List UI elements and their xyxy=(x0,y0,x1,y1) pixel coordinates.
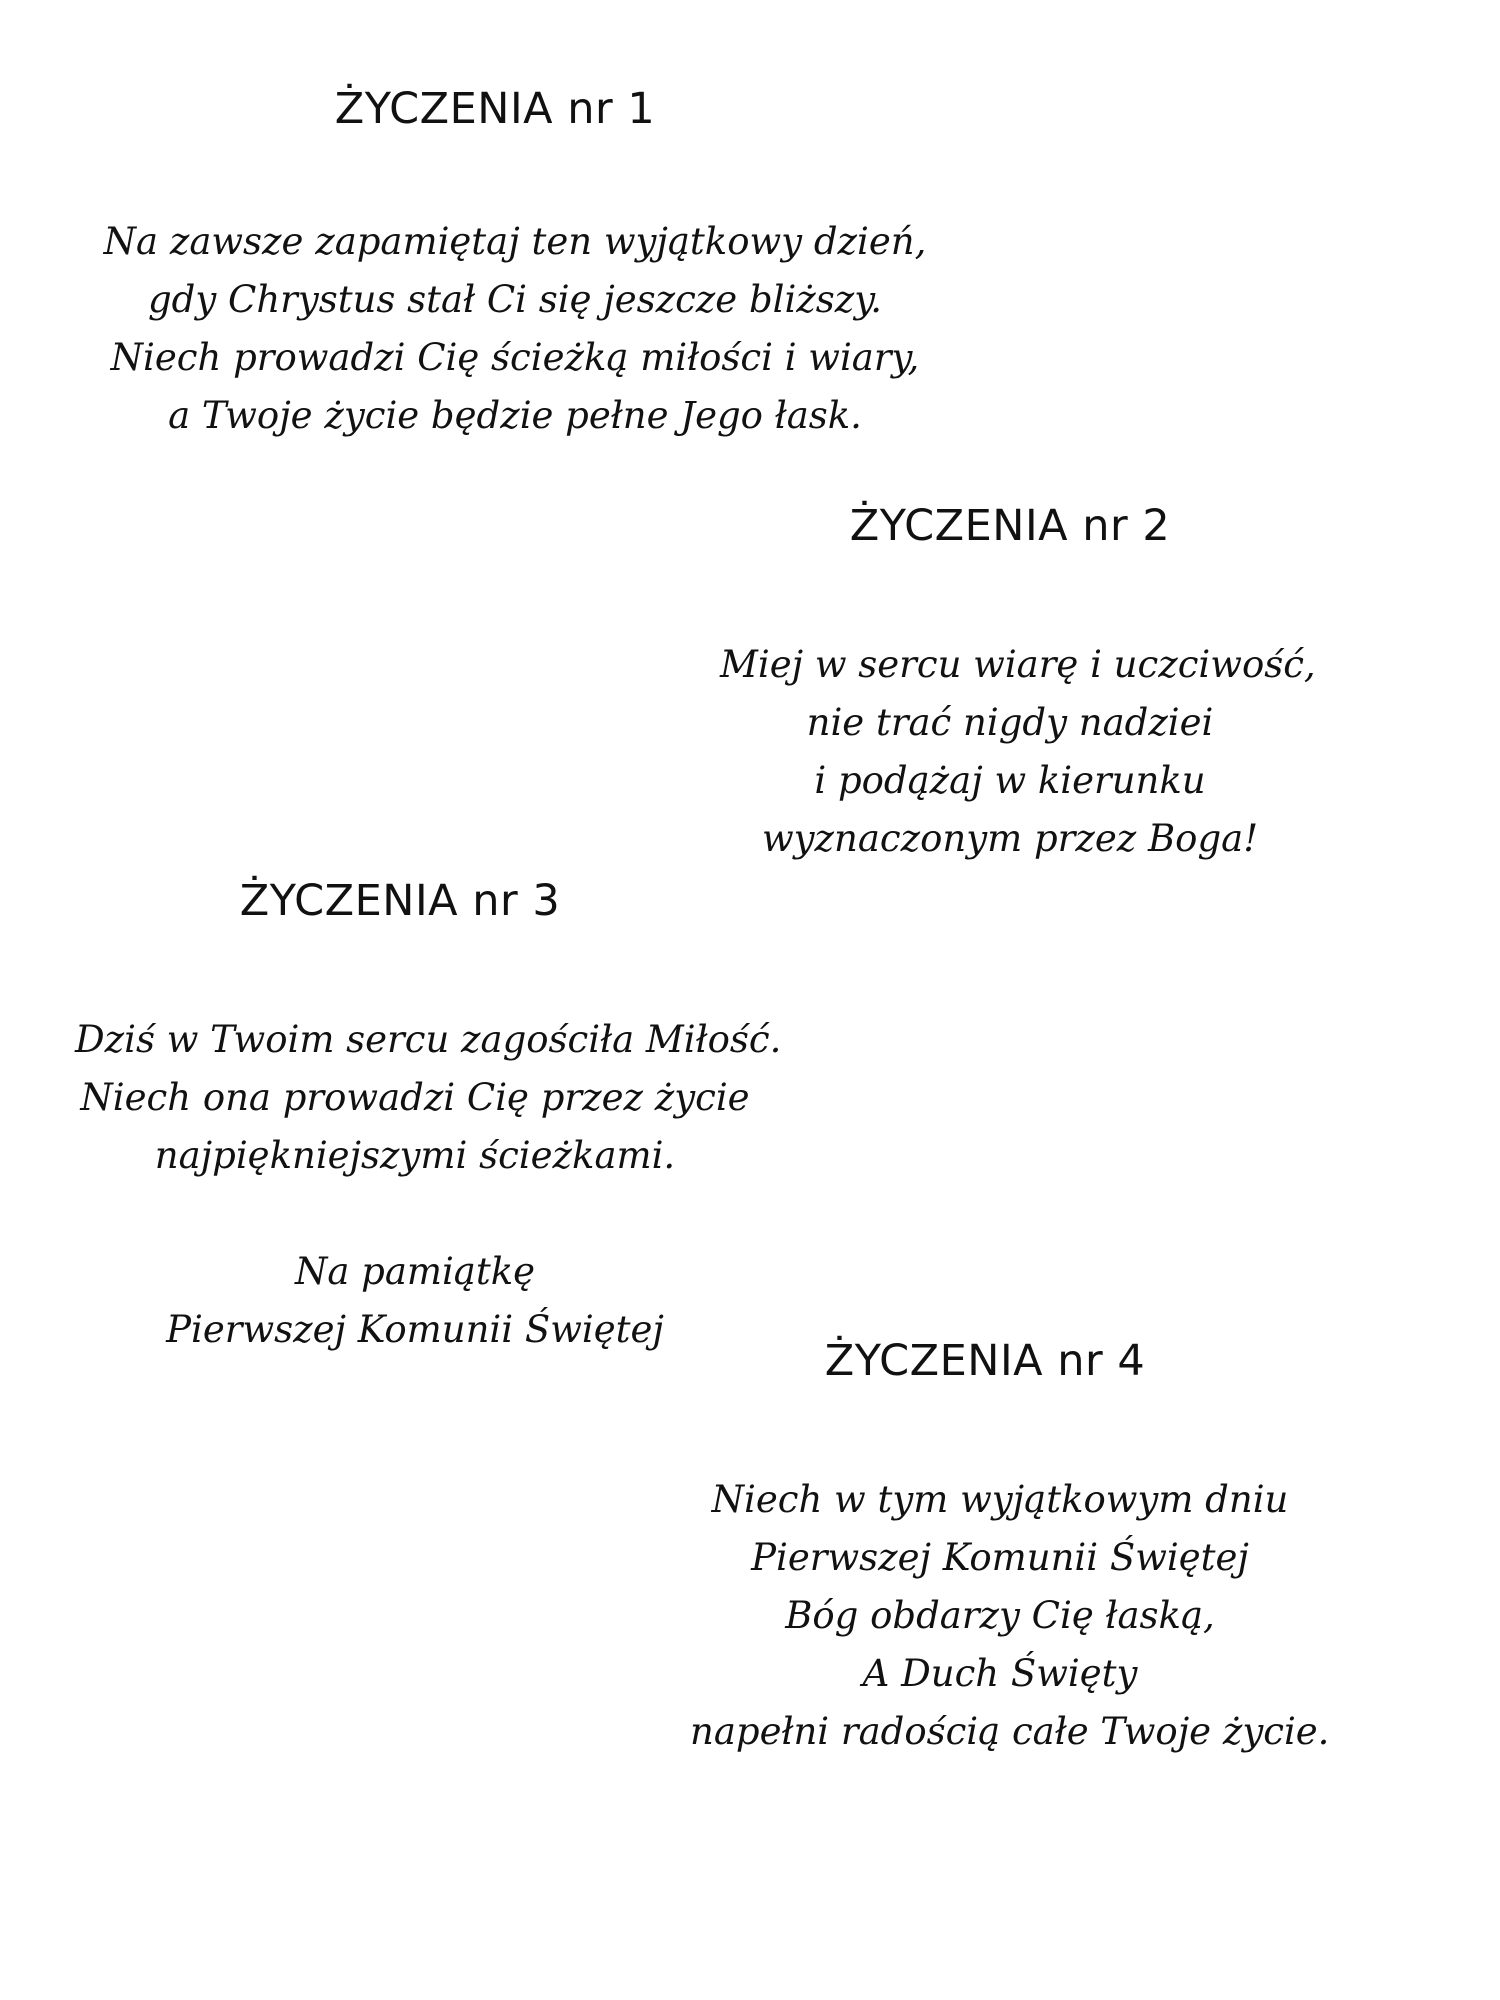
wish-heading: ŻYCZENIA nr 2 xyxy=(849,501,1171,551)
wish-line: najpiękniejszymi ścieżkami. xyxy=(154,1134,676,1177)
wish-text xyxy=(720,636,1316,868)
wish-line: A Duch Święty xyxy=(862,1652,1138,1695)
wish-line: napełni radością całe Twoje życie. xyxy=(690,1710,1330,1753)
wish-line: a Twoje życie będzie pełne Jego łask. xyxy=(168,394,862,437)
wish-text xyxy=(100,213,930,445)
wish-block-3 xyxy=(75,876,782,1359)
wish-line: Niech prowadzi Cię ścieżką miłości i wiary, xyxy=(110,336,920,379)
wish-line: Pierwszej Komunii Świętej xyxy=(751,1536,1249,1579)
wish-text xyxy=(75,1011,782,1359)
wish-line: i podążaj w kierunku xyxy=(814,759,1206,802)
wish-closing-line: Pierwszej Komunii Świętej xyxy=(166,1308,664,1351)
wish-block-1 xyxy=(100,84,930,445)
wish-heading: ŻYCZENIA nr 1 xyxy=(334,84,656,134)
stanza-gap xyxy=(75,1185,755,1243)
wish-line: Na zawsze zapamiętaj ten wyjątkowy dzień, xyxy=(103,220,927,263)
wish-heading: ŻYCZENIA nr 4 xyxy=(824,1336,1146,1386)
wish-line: gdy Chrystus stał Ci się jeszcze bliższy. xyxy=(147,278,883,321)
wish-line: Bóg obdarzy Cię łaską, xyxy=(785,1594,1215,1637)
wish-line: wyznaczonym przez Boga! xyxy=(761,817,1259,860)
wish-block-4 xyxy=(690,1336,1330,1761)
wish-line: Dziś w Twoim sercu zagościła Miłość. xyxy=(75,1018,782,1061)
wish-text xyxy=(690,1471,1330,1761)
wish-line: Niech ona prowadzi Cię przez życie xyxy=(80,1076,750,1119)
wish-block-2 xyxy=(720,501,1316,868)
wish-heading: ŻYCZENIA nr 3 xyxy=(239,876,561,926)
wish-line: Niech w tym wyjątkowym dniu xyxy=(711,1478,1289,1521)
wish-closing-line: Na pamiątkę xyxy=(294,1250,536,1293)
wish-line: nie trać nigdy nadziei xyxy=(806,701,1214,744)
wish-line: Miej w sercu wiarę i uczciwość, xyxy=(720,643,1316,686)
